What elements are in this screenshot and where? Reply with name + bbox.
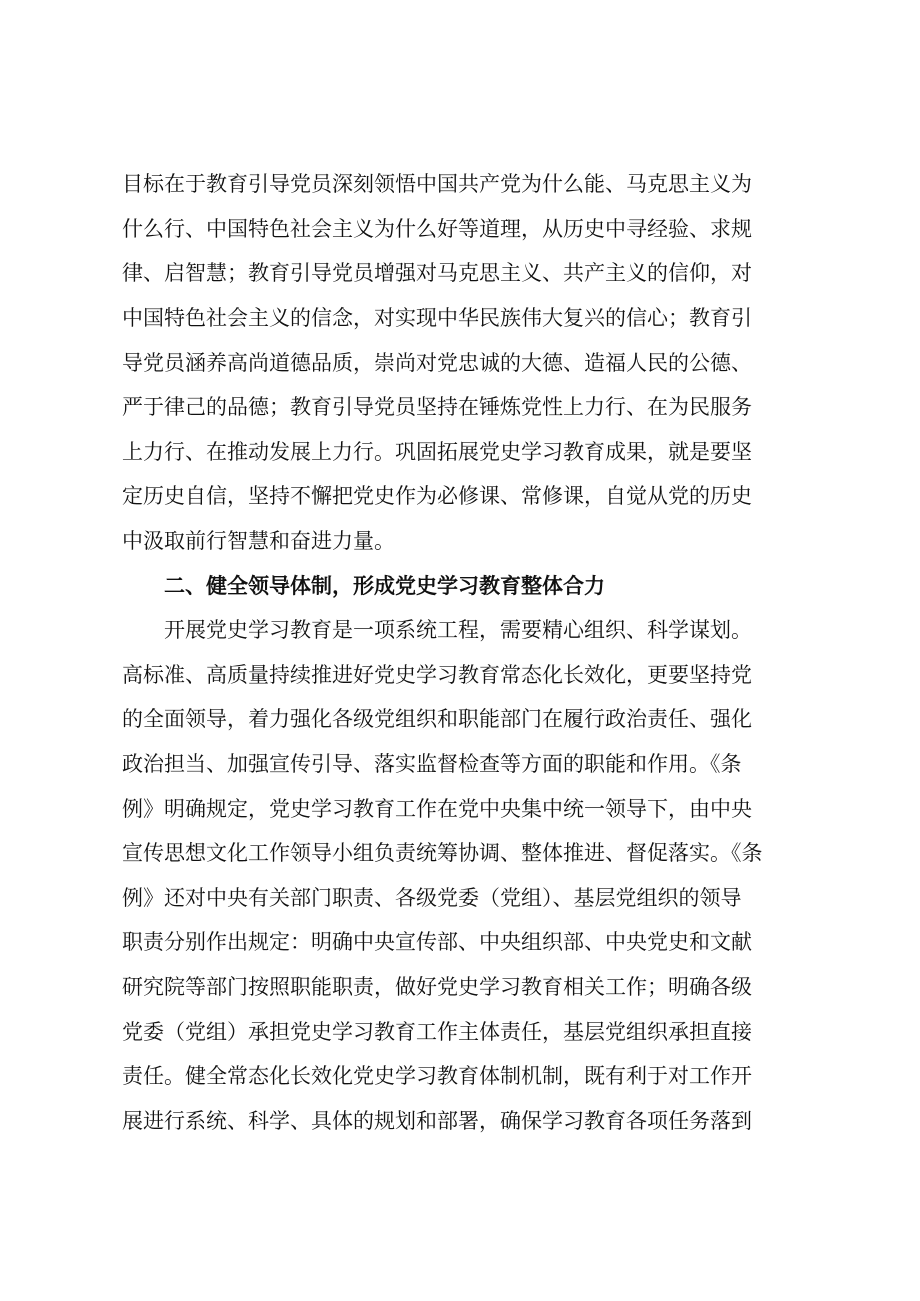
paragraph-line-2: 什么行、中国特色社会主义为什么好等道理，从历史中寻经验、求规 — [122, 217, 752, 241]
section-heading: 二、健全领导体制，形成党史学习教育整体合力 — [164, 574, 605, 598]
paragraph-line-6: 严于律己的品德；教育引导党员坚持在锤炼党性上力行、在为民服务 — [122, 395, 752, 419]
paragraph-line-19: 研究院等部门按照职能职责，做好党史学习教育相关工作；明确各级 — [122, 975, 752, 999]
paragraph-line-16: 宣传思想文化工作领导小组负责统筹协调、整体推进、督促落实。《条 — [122, 841, 763, 865]
paragraph-line-20: 党委（党组）承担党史学习教育工作主体责任，基层党组织承担直接 — [122, 1020, 752, 1044]
paragraph-line-8: 定历史自信，坚持不懈把党史作为必修课、常修课，自觉从党的历史 — [122, 484, 752, 508]
paragraph-line-12: 高标准、高质量持续推进好党史学习教育常态化长效化，更要坚持党 — [122, 663, 752, 687]
paragraph-line-22: 展进行系统、科学、具体的规划和部署，确保学习教育各项任务落到 — [122, 1109, 752, 1133]
paragraph-line-18: 职责分别作出规定：明确中央宣传部、中央组织部、中央党史和文献 — [122, 930, 752, 954]
paragraph-line-4: 中国特色社会主义的信念，对实现中华民族伟大复兴的信心；教育引 — [122, 306, 752, 330]
paragraph-line-14: 政治担当、加强宣传引导、落实监督检查等方面的职能和作用。《条 — [122, 752, 742, 776]
paragraph-line-15: 例》明确规定，党史学习教育工作在党中央集中统一领导下，由中央 — [122, 797, 752, 821]
paragraph-line-17: 例》还对中央有关部门职责、各级党委（党组）、基层党组织的领导 — [122, 886, 742, 910]
paragraph-line-5: 导党员涵养高尚道德品质，崇尚对党忠诚的大德、造福人民的公德、 — [122, 351, 752, 375]
paragraph-line-21: 责任。健全常态化长效化党史学习教育体制机制，既有利于对工作开 — [122, 1064, 752, 1088]
paragraph-line-13: 的全面领导，着力强化各级党组织和职能部门在履行政治责任、强化 — [122, 707, 752, 731]
paragraph-line-3: 律、启智慧；教育引导党员增强对马克思主义、共产主义的信仰，对 — [122, 261, 752, 285]
paragraph-line-1: 目标在于教育引导党员深刻领悟中国共产党为什么能、马克思主义为 — [122, 172, 752, 196]
paragraph-line-11: 开展党史学习教育是一项系统工程，需要精心组织、科学谋划。 — [164, 618, 752, 642]
paragraph-line-7: 上力行、在推动发展上力行。巩固拓展党史学习教育成果，就是要坚 — [122, 440, 752, 464]
paragraph-line-9: 中汲取前行智慧和奋进力量。 — [122, 529, 395, 553]
